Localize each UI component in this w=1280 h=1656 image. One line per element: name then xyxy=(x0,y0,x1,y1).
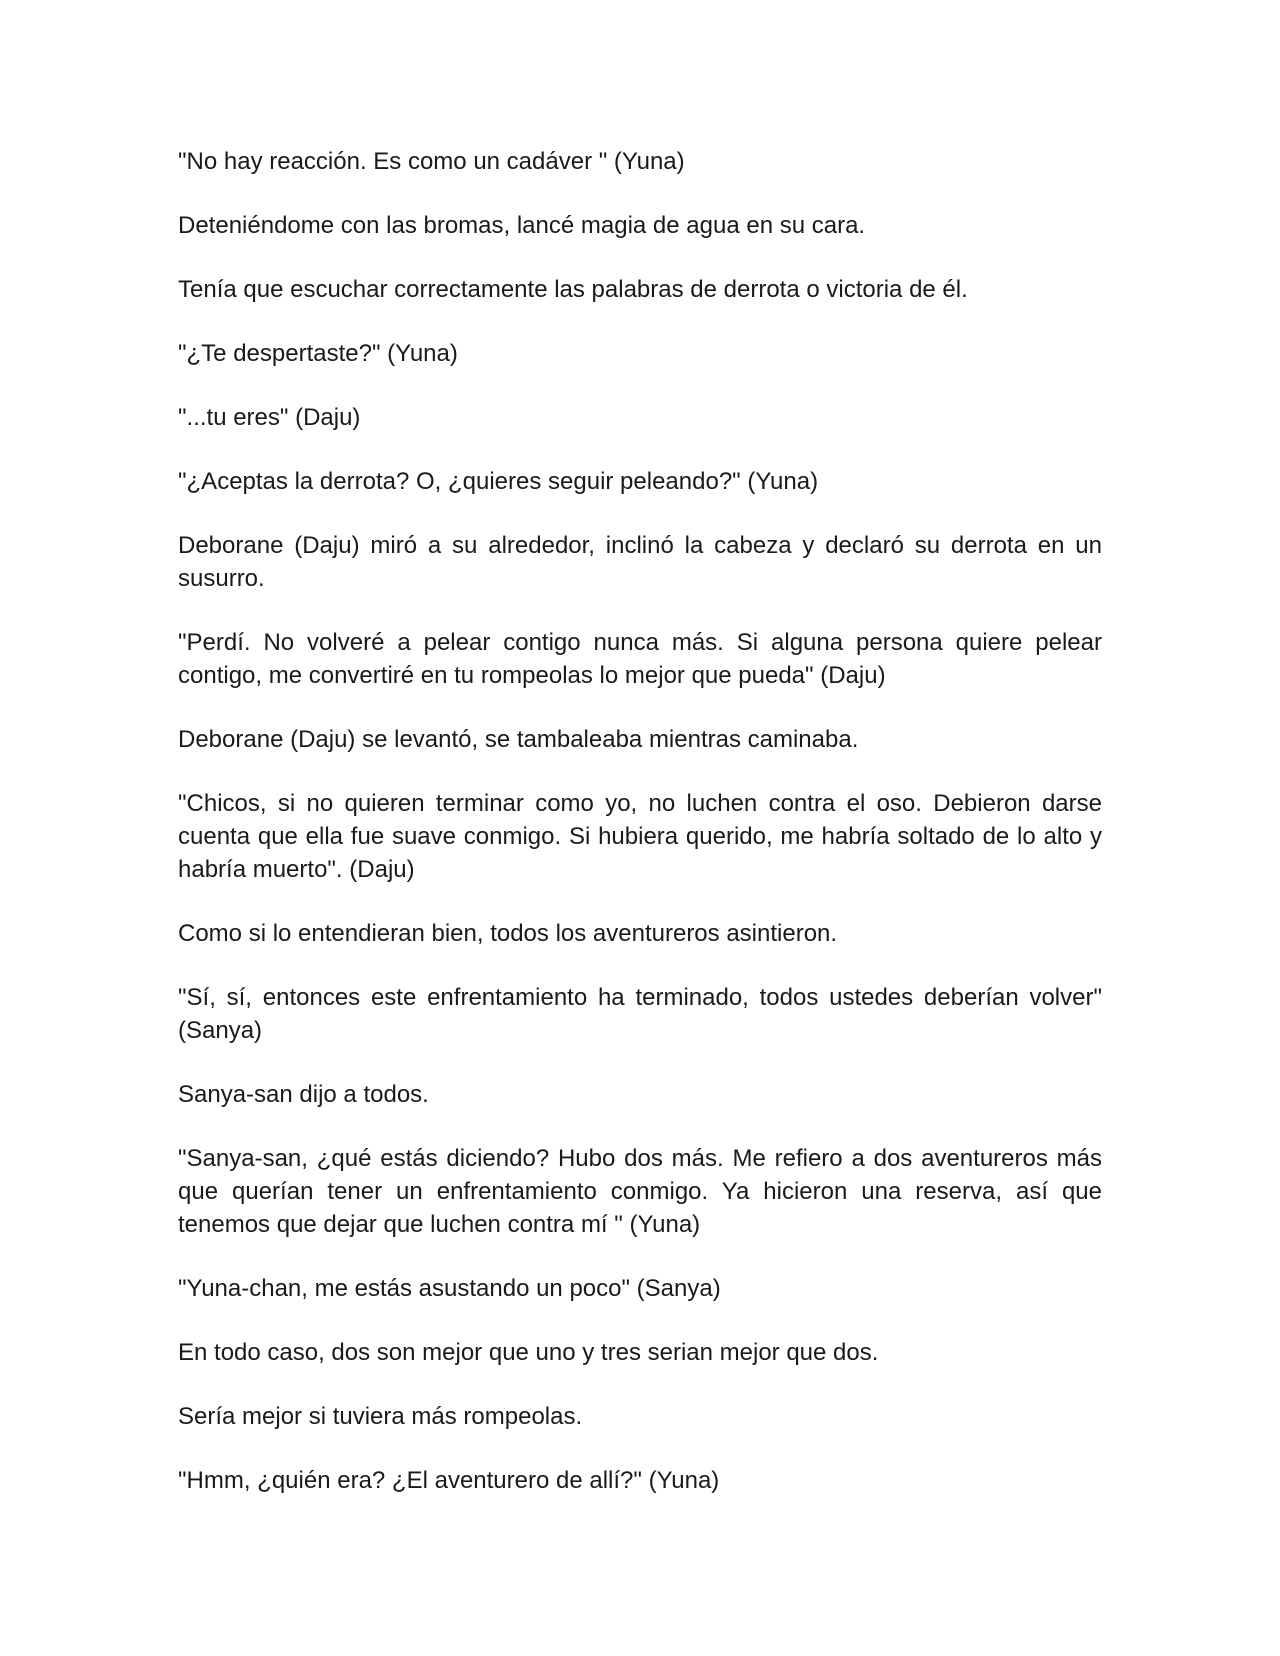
paragraph: "Sí, sí, entonces este enfrentamiento ha terminado, todos ustedes deberían volver" (Sanya) xyxy=(178,984,1102,1044)
paragraph: "No hay reacción. Es como un cadáver " (Yuna) xyxy=(178,148,685,175)
paragraph: "¿Aceptas la derrota? O, ¿quieres seguir peleando?" (Yuna) xyxy=(178,468,819,495)
paragraph: Deborane (Daju) miró a su alrededor, inclinó la cabeza y declaró su derrota en un susurro. xyxy=(178,532,1102,592)
paragraph: "Perdí. No volveré a pelear contigo nunca más. Si alguna persona quiere pelear contigo, me convertiré en tu rompeolas lo mejor que pueda" (Daju) xyxy=(178,629,1102,689)
paragraph: "¿Te despertaste?" (Yuna) xyxy=(178,340,458,367)
paragraph: "Sanya-san, ¿qué estás diciendo? Hubo dos más. Me refiero a dos aventureros más que querían tener un enfrentamiento conmigo. Ya hicieron una reserva, así que tenemos que dejar que luchen contra mí " (Yuna) xyxy=(178,1145,1102,1238)
paragraph: "Chicos, si no quieren terminar como yo, no luchen contra el oso. Debieron darse cuenta que ella fue suave conmigo. Si hubiera querido, me habría soltado de lo alto y habría muerto". (Daju) xyxy=(178,790,1102,883)
page-body xyxy=(178,145,1102,1528)
paragraph: Deborane (Daju) se levantó, se tambaleaba mientras caminaba. xyxy=(178,726,859,753)
paragraph: "...tu eres" (Daju) xyxy=(178,404,361,431)
paragraph: Deteniéndome con las bromas, lancé magia de agua en su cara. xyxy=(178,212,866,239)
paragraph: Sería mejor si tuviera más rompeolas. xyxy=(178,1403,583,1430)
paragraph: "Yuna-chan, me estás asustando un poco" (Sanya) xyxy=(178,1275,721,1302)
paragraph: Tenía que escuchar correctamente las palabras de derrota o victoria de él. xyxy=(178,276,968,303)
paragraph: Sanya-san dijo a todos. xyxy=(178,1081,429,1108)
paragraph: Como si lo entendieran bien, todos los aventureros asintieron. xyxy=(178,920,838,947)
paragraph: En todo caso, dos son mejor que uno y tres serian mejor que dos. xyxy=(178,1339,879,1366)
paragraph: "Hmm, ¿quién era? ¿El aventurero de allí?" (Yuna) xyxy=(178,1467,720,1494)
